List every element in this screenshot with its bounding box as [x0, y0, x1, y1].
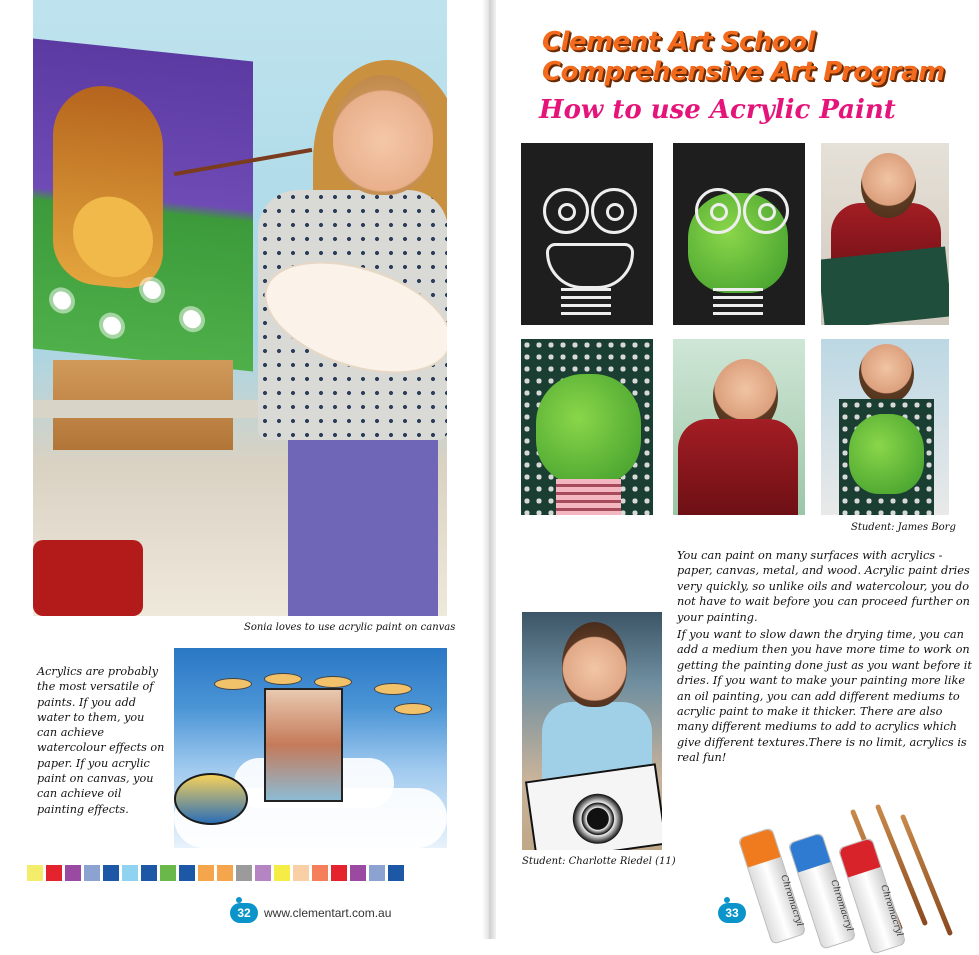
page-footer-right	[718, 903, 746, 923]
right-page	[496, 0, 979, 939]
color-swatch	[217, 865, 233, 881]
color-swatch	[331, 865, 347, 881]
body-paragraph-2: If you want to slow dawn the drying time, you can add a medium then you have more time to work on getting the painting done just as you want before it dries. If you want to make your painting more like an oil painting, you can add different mediums to acrylic paint to make it thicker. There are also many different mediums to add to acrylics which give different textures.There is no limit, acrylics is real fun!	[677, 628, 972, 765]
horse-canvas-painting	[33, 38, 253, 371]
paint-tube-blue: Chromacryl	[788, 832, 857, 950]
color-swatch	[255, 865, 271, 881]
red-bag	[33, 540, 143, 616]
book-spine	[482, 0, 496, 939]
left-page	[0, 0, 489, 939]
color-swatch	[198, 865, 214, 881]
color-swatch	[274, 865, 290, 881]
title-line-2: Comprehensive Art Program	[542, 57, 945, 87]
page-number-badge: 32	[230, 903, 258, 923]
floating-city-painting	[174, 648, 447, 848]
body-paragraph-1: You can paint on many surfaces with acrylics - paper, canvas, metal, and wood. Acrylic paint dries very quickly, so unlike oils and watercolour, you do not have to wait before you can proceed further on your painting.	[677, 549, 970, 624]
color-swatch	[122, 865, 138, 881]
intro-text: Acrylics are probably the most versatile of paints. If you add water to them, you can achieve watercolour effects on paper. If you acrylic paint on canvas, you can achieve oil painting effects.	[37, 665, 165, 816]
color-swatch	[236, 865, 252, 881]
step-4-dotted-background	[521, 339, 653, 515]
color-swatch	[65, 865, 81, 881]
girl-pants	[288, 420, 438, 616]
color-swatch	[84, 865, 100, 881]
step-6-finished-painting	[821, 339, 949, 515]
color-swatch-strip	[27, 865, 404, 881]
main-photo-sonia-painting	[33, 0, 447, 616]
grid-caption: Student: James Borg	[851, 522, 956, 533]
main-photo-caption: Sonia loves to use acrylic paint on canvas	[244, 622, 456, 633]
color-swatch	[293, 865, 309, 881]
paint-tube-red: Chromacryl	[838, 837, 907, 955]
color-swatch	[141, 865, 157, 881]
paint-tube-orange: Chromacryl	[738, 827, 807, 945]
page-number-badge: 33	[718, 903, 746, 923]
girl-face	[333, 75, 433, 195]
color-swatch	[160, 865, 176, 881]
paint-tubes-and-brushes	[724, 800, 979, 939]
step-5-boy-closeup	[673, 339, 805, 515]
step-3-boy-painting	[821, 143, 949, 325]
charlotte-camera-painting-photo	[522, 612, 662, 850]
floating-building	[264, 688, 343, 802]
color-swatch	[27, 865, 43, 881]
title-line-1: Clement Art School	[542, 27, 816, 57]
step-2-green-fill	[673, 143, 805, 325]
color-swatch	[179, 865, 195, 881]
color-swatch	[312, 865, 328, 881]
page-footer-left	[230, 903, 391, 923]
color-swatch	[369, 865, 385, 881]
body-text	[677, 548, 973, 768]
step-1-chalk-outline	[521, 143, 653, 325]
color-swatch	[388, 865, 404, 881]
color-swatch	[350, 865, 366, 881]
website-link[interactable]: www.clementart.com.au	[264, 906, 392, 920]
student-photo-caption: Student: Charlotte Riedel (11)	[522, 856, 676, 867]
flying-pod	[174, 773, 248, 825]
color-swatch	[46, 865, 62, 881]
color-swatch	[103, 865, 119, 881]
page-subtitle: How to use Acrylic Paint	[539, 95, 896, 125]
